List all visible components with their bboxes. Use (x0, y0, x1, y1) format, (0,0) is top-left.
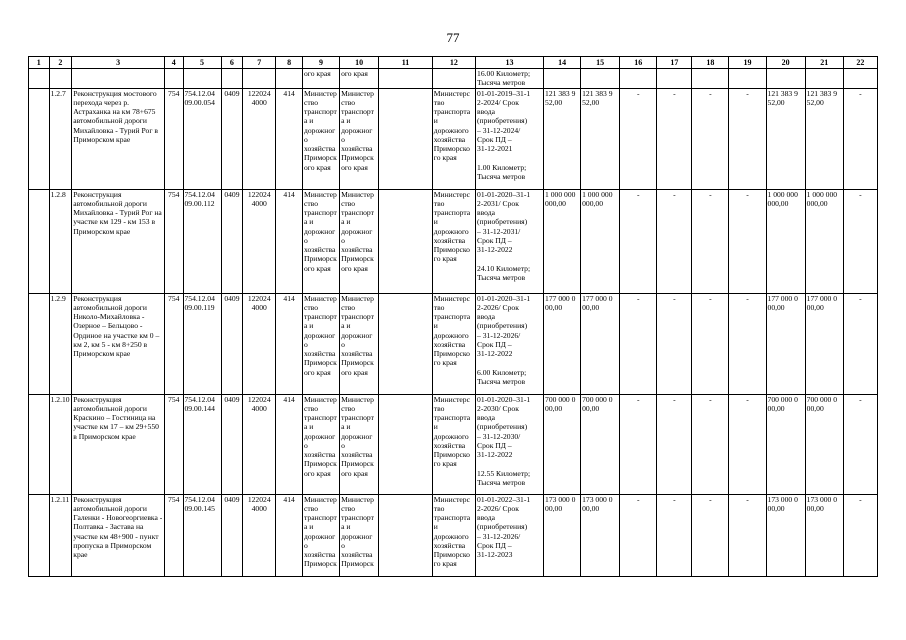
column-number: 11 (379, 57, 433, 69)
customer-cell: ого края (340, 69, 379, 89)
dash-cell: - (729, 88, 766, 189)
column-number: 22 (843, 57, 877, 69)
column-number: 9 (302, 57, 339, 69)
column-number: 19 (729, 57, 766, 69)
amount-cell: 121 383 9 52,00 (544, 88, 581, 189)
column-number: 12 (432, 57, 475, 69)
row-number: 1.2.7 (49, 88, 72, 189)
dash-cell: - (657, 189, 692, 293)
target-article: 122024 4000 (243, 293, 276, 394)
table-row (29, 189, 878, 293)
amount-cell: 177 000 0 00,00 (805, 293, 843, 394)
dash-cell: - (620, 88, 657, 189)
developer-cell: Министерс тво транспорта и дорожного хозяйства Приморско го края (432, 293, 475, 394)
column-number: 10 (340, 57, 379, 69)
dash-cell: - (692, 394, 729, 494)
period-cell: 01-01-2020–31-1 2-2031/ Срок ввода (приобретения) – 31-12-2031/ Срок ПД – 31-12-2022 24.10 Километр; Тысяча метров (476, 189, 544, 293)
section-code: 0409 (221, 394, 243, 494)
dash-cell: - (843, 494, 877, 576)
amount-cell: 121 383 9 52,00 (581, 88, 620, 189)
column-number: 14 (544, 57, 581, 69)
developer-cell: Министерс тво транспорта и дорожного хозяйства Приморско го края (432, 494, 475, 576)
column-number: 17 (657, 57, 692, 69)
row-number: 1.2.10 (49, 394, 72, 494)
customer-cell: Министер ство транспорт а и дорожног о хозяйства Приморск ого края (340, 394, 379, 494)
column-number: 2 (49, 57, 72, 69)
executor-cell: Министер ство транспорт а и дорожног о хозяйства Приморск (302, 494, 339, 576)
object-name: Реконструкция автомобильной дороги Николо-Михайловка - Озерное – Бельцово - Ординое на участке км 0 – км 2, км 5 - км 8+250 в Приморском крае (72, 293, 165, 394)
dash-cell: - (843, 394, 877, 494)
section-code: 0409 (221, 293, 243, 394)
column-number: 15 (581, 57, 620, 69)
amount-cell: 121 383 9 52,00 (766, 88, 805, 189)
period-cell: 01-01-2020–31-1 2-2030/ Срок ввода (приобретения) – 31-12-2030/ Срок ПД – 31-12-2022 12.55 Километр; Тысяча метров (476, 394, 544, 494)
page-number: 77 (446, 30, 460, 45)
dash-cell: - (620, 189, 657, 293)
continuation-row (29, 69, 878, 89)
object-code: 754.12.04 09.00.144 (183, 394, 221, 494)
customer-cell: Министер ство транспорт а и дорожног о хозяйства Приморск (340, 494, 379, 576)
gr-code: 754 (164, 293, 183, 394)
column-number-row (29, 57, 878, 69)
object-code: 754.12.04 09.00.119 (183, 293, 221, 394)
target-article: 122024 4000 (243, 394, 276, 494)
dash-cell: - (657, 394, 692, 494)
amount-cell: 700 000 0 00,00 (581, 394, 620, 494)
executor-cell: Министер ство транспорт а и дорожног о хозяйства Приморск ого края (302, 189, 339, 293)
dash-cell: - (729, 494, 766, 576)
amount-cell: 1 000 000 000,00 (581, 189, 620, 293)
gr-code: 754 (164, 494, 183, 576)
dash-cell: - (657, 88, 692, 189)
amount-cell: 173 000 0 00,00 (581, 494, 620, 576)
developer-cell: Министерс тво транспорта и дорожного хозяйства Приморско го края (432, 189, 475, 293)
column-number: 1 (29, 57, 50, 69)
amount-cell: 173 000 0 00,00 (766, 494, 805, 576)
customer-cell: Министер ство транспорт а и дорожног о хозяйства Приморск ого края (340, 189, 379, 293)
period-cell: 01-01-2019–31-1 2-2024/ Срок ввода (приобретения) – 31-12-2024/ Срок ПД – 31-12-2021 1.00 Километр; Тысяча метров (476, 88, 544, 189)
dash-cell: - (843, 189, 877, 293)
amount-cell: 177 000 0 00,00 (766, 293, 805, 394)
column-number: 6 (221, 57, 243, 69)
table-row (29, 88, 878, 189)
dash-cell: - (692, 189, 729, 293)
dash-cell: - (620, 394, 657, 494)
column-number: 13 (476, 57, 544, 69)
executor-cell: Министер ство транспорт а и дорожног о хозяйства Приморск ого края (302, 88, 339, 189)
amount-cell: 173 000 0 00,00 (805, 494, 843, 576)
executor-cell: Министер ство транспорт а и дорожног о хозяйства Приморск ого края (302, 293, 339, 394)
customer-cell: Министер ство транспорт а и дорожног о хозяйства Приморск ого края (340, 88, 379, 189)
amount-cell: 700 000 0 00,00 (766, 394, 805, 494)
customer-cell: Министер ство транспорт а и дорожног о хозяйства Приморск ого края (340, 293, 379, 394)
expense-type: 414 (276, 88, 303, 189)
gr-code: 754 (164, 394, 183, 494)
developer-cell: Министерс тво транспорта и дорожного хозяйства Приморско го края (432, 88, 475, 189)
amount-cell: 1 000 000 000,00 (766, 189, 805, 293)
period-cell: 16.00 Километр; Тысяча метров (476, 69, 544, 89)
developer-cell: Министерс тво транспорта и дорожного хозяйства Приморско го края (432, 394, 475, 494)
column-number: 3 (72, 57, 165, 69)
column-number: 18 (692, 57, 729, 69)
row-number: 1.2.9 (49, 293, 72, 394)
amount-cell: 177 000 0 00,00 (581, 293, 620, 394)
amount-cell: 177 000 0 00,00 (544, 293, 581, 394)
column-number: 4 (164, 57, 183, 69)
object-name: Реконструкция автомобильной дороги Краскино – Гостиница на участке км 17 – км 29+550 в Приморском крае (72, 394, 165, 494)
column-number: 8 (276, 57, 303, 69)
executor-cell: Министер ство транспорт а и дорожног о хозяйства Приморск ого края (302, 394, 339, 494)
object-code: 754.12.04 09.00.112 (183, 189, 221, 293)
executor-cell: ого края (302, 69, 339, 89)
gr-code: 754 (164, 88, 183, 189)
amount-cell: 700 000 0 00,00 (544, 394, 581, 494)
target-article: 122024 4000 (243, 189, 276, 293)
dash-cell: - (843, 88, 877, 189)
column-number: 7 (243, 57, 276, 69)
expense-type: 414 (276, 189, 303, 293)
table-row (29, 394, 878, 494)
column-number: 5 (183, 57, 221, 69)
column-number: 20 (766, 57, 805, 69)
amount-cell: 173 000 0 00,00 (544, 494, 581, 576)
amount-cell: 700 000 0 00,00 (805, 394, 843, 494)
expense-type: 414 (276, 394, 303, 494)
gr-code: 754 (164, 189, 183, 293)
section-code: 0409 (221, 88, 243, 189)
table-row (29, 494, 878, 576)
section-code: 0409 (221, 494, 243, 576)
object-name: Реконструкция автомобильной дороги Галенки - Новогеоргиевка - Полтавка - Застава на участке км 48+900 - пункт пропуска в Приморском крае (72, 494, 165, 576)
row-number: 1.2.8 (49, 189, 72, 293)
dash-cell: - (729, 189, 766, 293)
section-code: 0409 (221, 189, 243, 293)
row-number: 1.2.11 (49, 494, 72, 576)
dash-cell: - (692, 494, 729, 576)
object-name: Реконструкция мостового перехода через р. Астраханка на км 78+675 автомобильной дороги Михайловка - Турий Рог в Приморском крае (72, 88, 165, 189)
object-name: Реконструкция автомобильной дороги Михайловка - Турий Рог на участке км 129 - км 153 в Приморском крае (72, 189, 165, 293)
data-table (28, 56, 878, 577)
dash-cell: - (657, 293, 692, 394)
amount-cell: 1 000 000 000,00 (805, 189, 843, 293)
target-article: 122024 4000 (243, 494, 276, 576)
dash-cell: - (620, 494, 657, 576)
amount-cell: 1 000 000 000,00 (544, 189, 581, 293)
expense-type: 414 (276, 494, 303, 576)
amount-cell: 121 383 9 52,00 (805, 88, 843, 189)
period-cell: 01-01-2020–31-1 2-2026/ Срок ввода (приобретения) – 31-12-2026/ Срок ПД – 31-12-2022 6.00 Километр; Тысяча метров (476, 293, 544, 394)
dash-cell: - (692, 88, 729, 189)
column-number: 21 (805, 57, 843, 69)
dash-cell: - (692, 293, 729, 394)
dash-cell: - (657, 494, 692, 576)
dash-cell: - (729, 394, 766, 494)
expense-type: 414 (276, 293, 303, 394)
column-number: 16 (620, 57, 657, 69)
dash-cell: - (620, 293, 657, 394)
dash-cell: - (729, 293, 766, 394)
dash-cell: - (843, 293, 877, 394)
target-article: 122024 4000 (243, 88, 276, 189)
object-code: 754.12.04 09.00.054 (183, 88, 221, 189)
object-code: 754.12.04 09.00.145 (183, 494, 221, 576)
period-cell: 01-01-2022–31-1 2-2026/ Срок ввода (приобретения) – 31-12-2026/ Срок ПД – 31-12-2023 (476, 494, 544, 576)
table-row (29, 293, 878, 394)
